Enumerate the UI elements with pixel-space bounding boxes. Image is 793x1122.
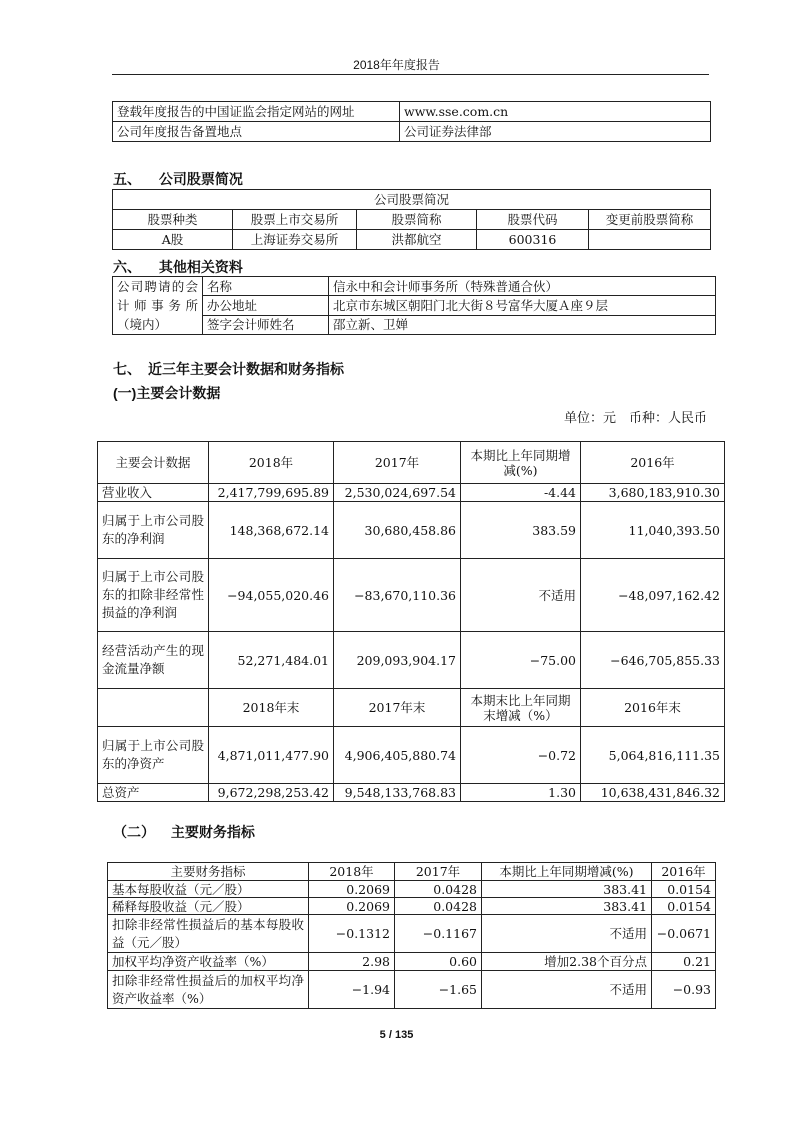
firm-field-label: 办公地址 [203, 296, 329, 315]
table-row [98, 784, 725, 802]
value-change: 1.30 [461, 784, 581, 802]
row-label: 基本每股收益（元／股） [108, 881, 309, 898]
table-row [108, 971, 716, 1009]
stock-type: A股 [113, 230, 233, 250]
section7-heading: 七、 近三年主要会计数据和财务指标 [113, 361, 344, 377]
col-header: 2017年 [395, 863, 482, 881]
firm-name: 信永中和会计师事务所（特殊普通合伙） [329, 277, 716, 296]
row-label: 扣除非经常性损益后的加权平均净资产收益率（%） [108, 971, 309, 1009]
col-header: 本期比上年同期增减(%) [482, 863, 652, 881]
value-2017-end: 4,906,405,880.74 [334, 727, 461, 784]
section6-number: 六、 [113, 259, 141, 275]
financial-indicators-table [107, 862, 716, 1009]
value-2017: 0.60 [395, 953, 482, 971]
col-header: 主要财务指标 [108, 863, 309, 881]
value-2018-end: 9,672,298,253.42 [209, 784, 334, 802]
row-label: 总资产 [98, 784, 209, 802]
stock-exchange: 上海证券交易所 [233, 230, 357, 250]
value-2017: 0.0428 [395, 898, 482, 915]
table-row [98, 632, 725, 689]
stock-code: 600316 [477, 230, 589, 250]
col-header: 本期比上年同期增减(%) [461, 442, 581, 484]
row-label: 归属于上市公司股东的净利润 [98, 502, 209, 559]
table-row [108, 915, 716, 953]
table-row [113, 230, 711, 250]
value-2017: 209,093,904.17 [334, 632, 461, 689]
value-change: 增加2.38个百分点 [482, 953, 652, 971]
value-2017-end: 9,548,133,768.83 [334, 784, 461, 802]
table-header-row [108, 863, 716, 881]
col-header: 股票上市交易所 [233, 210, 357, 230]
value-2017: 0.0428 [395, 881, 482, 898]
table-header-row [113, 210, 711, 230]
value-change: −0.72 [461, 727, 581, 784]
value-2016: −646,705,855.33 [581, 632, 725, 689]
col-header: 变更前股票简称 [589, 210, 711, 230]
stock-table [112, 189, 711, 250]
header-divider [112, 74, 709, 75]
col-header: 本期末比上年同期末增减（%） [461, 689, 581, 727]
row-label: 归属于上市公司股东的扣除非经常性损益的净利润 [98, 559, 209, 632]
firm-field-label: 签字会计师姓名 [203, 315, 329, 334]
value-2018: 0.2069 [309, 881, 395, 898]
row-label: 营业收入 [98, 484, 209, 502]
col-header: 2016年 [581, 442, 725, 484]
value-2018: −1.94 [309, 971, 395, 1009]
section5-heading [113, 169, 243, 189]
table-row [108, 898, 716, 915]
value-2016: 0.21 [652, 953, 716, 971]
table-row [113, 190, 711, 210]
value-2016: −48,097,162.42 [581, 559, 725, 632]
stock-table-title: 公司股票简况 [113, 190, 711, 210]
table-row [113, 122, 711, 142]
section5-title: 公司股票简况 [158, 171, 243, 187]
value-2016: 3,680,183,910.30 [581, 484, 725, 502]
stock-short-name: 洪都航空 [357, 230, 477, 250]
section7b-heading [113, 822, 255, 842]
section7b-number: （二） [113, 824, 155, 840]
value-2016: −0.93 [652, 971, 716, 1009]
value-2018: 2,417,799,695.89 [209, 484, 334, 502]
accounting-firm-table [112, 276, 716, 335]
firm-field-label: 名称 [203, 277, 329, 296]
col-header: 2016年末 [581, 689, 725, 727]
value-change: 383.59 [461, 502, 581, 559]
table-row [98, 727, 725, 784]
page-number: 5 / 135 [379, 1029, 414, 1041]
col-header: 2018年末 [209, 689, 334, 727]
website-label: 登载年度报告的中国证监会指定网站的网址 [113, 102, 400, 122]
signing-accountants: 邵立新、卫婵 [329, 315, 716, 334]
value-2016: 0.0154 [652, 881, 716, 898]
section7-subheading-1: (一)主要会计数据 [113, 385, 221, 401]
value-2016: −0.0671 [652, 915, 716, 953]
value-change: −75.00 [461, 632, 581, 689]
currency-unit: 单位：元 币种：人民币 [563, 411, 707, 426]
col-header: 2016年 [652, 863, 716, 881]
value-change: -4.44 [461, 484, 581, 502]
col-header: 股票代码 [477, 210, 589, 230]
value-2017: −0.1167 [395, 915, 482, 953]
section6-heading [113, 257, 243, 277]
table-row [113, 102, 711, 122]
row-label: 稀释每股收益（元／股） [108, 898, 309, 915]
section6-title: 其他相关资料 [158, 259, 243, 275]
accounting-data-table [97, 441, 725, 802]
col-header: 2017年 [334, 442, 461, 484]
table-header-row [98, 442, 725, 484]
value-change: 383.41 [482, 881, 652, 898]
value-2018-end: 4,871,011,477.90 [209, 727, 334, 784]
value-2017: −83,670,110.36 [334, 559, 461, 632]
table-row [113, 315, 716, 334]
report-location-label: 公司年度报告备置地点 [113, 122, 400, 142]
page-header-title: 2018年年度报告 [353, 58, 440, 72]
section5-number: 五、 [113, 171, 141, 187]
table-row [108, 953, 716, 971]
website-value: www.sse.com.cn [400, 102, 711, 122]
value-change: 不适用 [461, 559, 581, 632]
table-row [98, 502, 725, 559]
row-label: 经营活动产生的现金流量净额 [98, 632, 209, 689]
value-2017: 2,530,024,697.54 [334, 484, 461, 502]
table-row [108, 881, 716, 898]
table-row [113, 277, 716, 296]
value-2018: −0.1312 [309, 915, 395, 953]
col-header: 2018年 [209, 442, 334, 484]
value-2016-end: 5,064,816,111.35 [581, 727, 725, 784]
report-location-value: 公司证券法律部 [400, 122, 711, 142]
value-2018: 2.98 [309, 953, 395, 971]
row-label: 加权平均净资产收益率（%） [108, 953, 309, 971]
value-change: 383.41 [482, 898, 652, 915]
col-header: 2018年 [309, 863, 395, 881]
table-row [98, 484, 725, 502]
value-2018: 52,271,484.01 [209, 632, 334, 689]
col-header: 2017年末 [334, 689, 461, 727]
value-change: 不适用 [482, 971, 652, 1009]
row-label: 扣除非经常性损益后的基本每股收益（元／股） [108, 915, 309, 953]
col-header: 股票简称 [357, 210, 477, 230]
accounting-firm-label: 公司聘请的会计师事务所（境内） [113, 277, 203, 335]
table-row [113, 296, 716, 315]
col-header: 股票种类 [113, 210, 233, 230]
value-2018: −94,055,020.46 [209, 559, 334, 632]
col-header [98, 689, 209, 727]
value-change: 不适用 [482, 915, 652, 953]
value-2018: 0.2069 [309, 898, 395, 915]
row-label: 归属于上市公司股东的净资产 [98, 727, 209, 784]
table-header-row [98, 689, 725, 727]
firm-address: 北京市东城区朝阳门北大街８号富华大厦Ａ座９层 [329, 296, 716, 315]
col-header: 主要会计数据 [98, 442, 209, 484]
former-short-name [589, 230, 711, 250]
value-2017: −1.65 [395, 971, 482, 1009]
value-2016-end: 10,638,431,846.32 [581, 784, 725, 802]
table-row [98, 559, 725, 632]
value-2018: 148,368,672.14 [209, 502, 334, 559]
value-2016: 11,040,393.50 [581, 502, 725, 559]
section7b-title: 主要财务指标 [170, 824, 255, 840]
value-2016: 0.0154 [652, 898, 716, 915]
value-2017: 30,680,458.86 [334, 502, 461, 559]
website-table [112, 101, 711, 142]
